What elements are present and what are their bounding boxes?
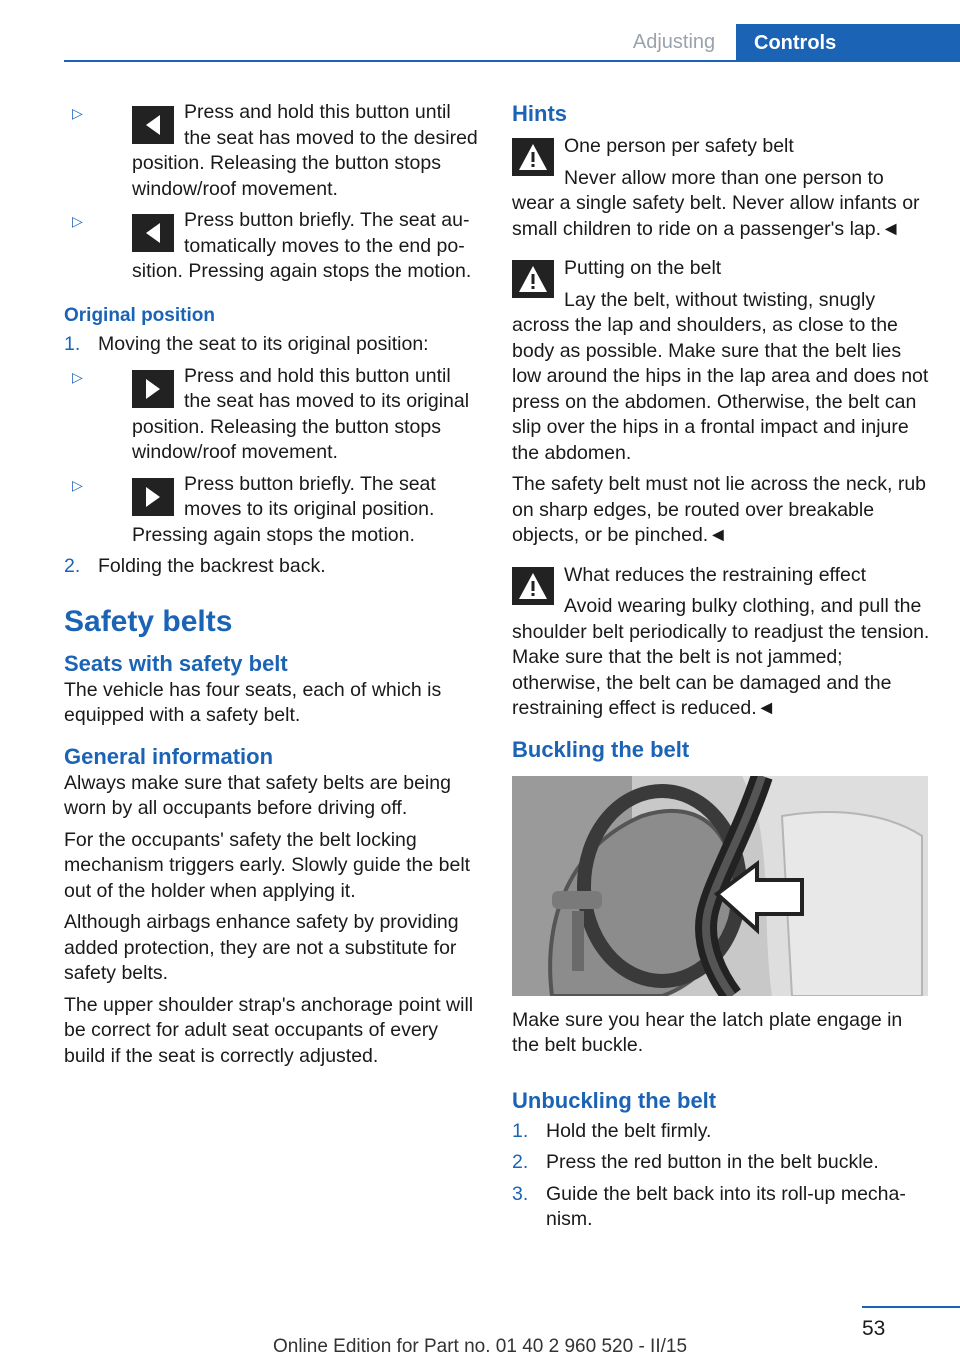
heading-seats-with-safety-belt: Seats with safety belt: [64, 650, 288, 676]
hint-title: One person per safety belt: [564, 135, 794, 157]
bullet-item: [64, 208, 480, 285]
bullet-text: Press and hold this button until the seat has moved to the desired position. Releasing the button stops window/roof movement.: [132, 101, 478, 200]
step-number: 1.: [512, 1119, 529, 1142]
warning-icon: [512, 567, 554, 605]
seat-belt-photo: [512, 776, 928, 996]
bullet-text: Press button briefly. The seat automatically moves to the end position. Pressing again stops the motion.: [132, 209, 472, 282]
step-text: Press the red button in the belt buckle.: [546, 1151, 879, 1173]
section-title-safety-belts: Safety belts: [64, 604, 233, 638]
step-text: Guide the belt back into its roll-up mechanism.: [546, 1182, 906, 1230]
page-header: [0, 24, 960, 62]
bullet-item: [64, 100, 480, 202]
numbered-step: [64, 554, 480, 580]
header-tab-controls: Controls: [736, 24, 960, 62]
seat-forward-icon: [132, 370, 174, 408]
original-position-label: Original position: [64, 304, 215, 326]
heading-unbuckling-the-belt: Unbuckling the belt: [512, 1087, 717, 1113]
numbered-step: [64, 332, 480, 358]
hint-title: Putting on the belt: [564, 257, 722, 279]
numbered-step: [512, 1182, 930, 1233]
seat-forward-icon: [132, 478, 174, 516]
bullet-item: [64, 364, 480, 466]
warning-icon: [512, 260, 554, 298]
step-number: 2.: [64, 555, 81, 577]
footer-rule: [862, 1306, 960, 1308]
footer-edition: Online Edition for Part no. 01 40 2 960 520 - II/15: [272, 1336, 688, 1357]
bullet-item: [64, 472, 480, 549]
step-number: 1.: [64, 333, 81, 355]
left-column: [64, 100, 480, 1075]
warning-icon: [512, 138, 554, 176]
header-tab-adjusting: Adjusting: [632, 31, 716, 53]
bullet-triangle-icon: [72, 367, 83, 387]
step-number: 3.: [512, 1182, 529, 1205]
paragraph: Make sure you hear the latch plate engage in the belt buckle.: [512, 1008, 903, 1056]
heading-general-information: General information: [64, 743, 274, 769]
paragraph: Although airbags enhance safety by providing added protection, they are not a substitute for safety belts.: [64, 911, 459, 984]
hint-block: [512, 134, 930, 242]
header-rule: [64, 60, 960, 62]
right-column: [512, 100, 930, 1239]
step-text: Hold the belt firmly.: [546, 1119, 712, 1142]
bullet-triangle-icon: [72, 103, 83, 123]
hint-text: Lay the belt, without twisting, snugly across the lap and shoulders, as close to the body as possible. Make sure that the belt lies low around the hips in the lap area and does not press on the abdomen. Otherwise, the belt can slip over the hips in a frontal impact and injure the abdomen.: [512, 288, 929, 464]
seat-backward-icon: [132, 214, 174, 252]
hint-text: Avoid wearing bulky clothing, and pull the shoulder belt periodically to readjust the tension. Make sure that the belt is not jammed; otherwise, the belt can be damaged and the restraining effect is reduced.◄: [512, 595, 930, 719]
seat-backward-icon: [132, 106, 174, 144]
step-text: Moving the seat to its original position:: [98, 333, 429, 355]
paragraph: The vehicle has four seats, each of which is equipped with a safety belt.: [64, 678, 442, 726]
hint-block: [512, 563, 930, 722]
numbered-step: [512, 1119, 930, 1145]
paragraph: The upper shoulder strap's anchorage point will be correct for adult seat occupants of every build if the seat is correctly adjusted.: [64, 993, 474, 1067]
bullet-triangle-icon: [72, 475, 83, 495]
step-text: Folding the backrest back.: [98, 555, 326, 577]
bullet-text: Press and hold this button until the seat has moved to its original position. Releasing the button stops window/roof movement.: [132, 364, 470, 463]
hint-text: Never allow more than one person to wear a single safety belt. Never allow infants or small children to ride on a passenger's lap.◄: [512, 166, 920, 240]
bullet-text: Press button briefly. The seat moves to its original position. Pressing again stops the motion.: [132, 472, 436, 546]
step-number: 2.: [512, 1151, 529, 1173]
paragraph: For the occupants' safety the belt locking mechanism triggers early. Slowly guide the belt out of the holder when applying it.: [64, 828, 471, 902]
hint-block: [512, 256, 930, 466]
bullet-triangle-icon: [72, 211, 83, 231]
paragraph: The safety belt must not lie across the neck, rub on sharp edges, be routed over breakable objects, or be pinched.◄: [512, 473, 927, 546]
numbered-step: [512, 1150, 930, 1176]
heading-buckling-the-belt: Buckling the belt: [512, 736, 690, 762]
page-number: 53: [862, 1317, 886, 1340]
hint-title: What reduces the restraining effect: [564, 563, 867, 586]
paragraph: Always make sure that safety belts are being worn by all occupants before driving off.: [64, 771, 451, 819]
heading-hints: Hints: [512, 101, 567, 126]
